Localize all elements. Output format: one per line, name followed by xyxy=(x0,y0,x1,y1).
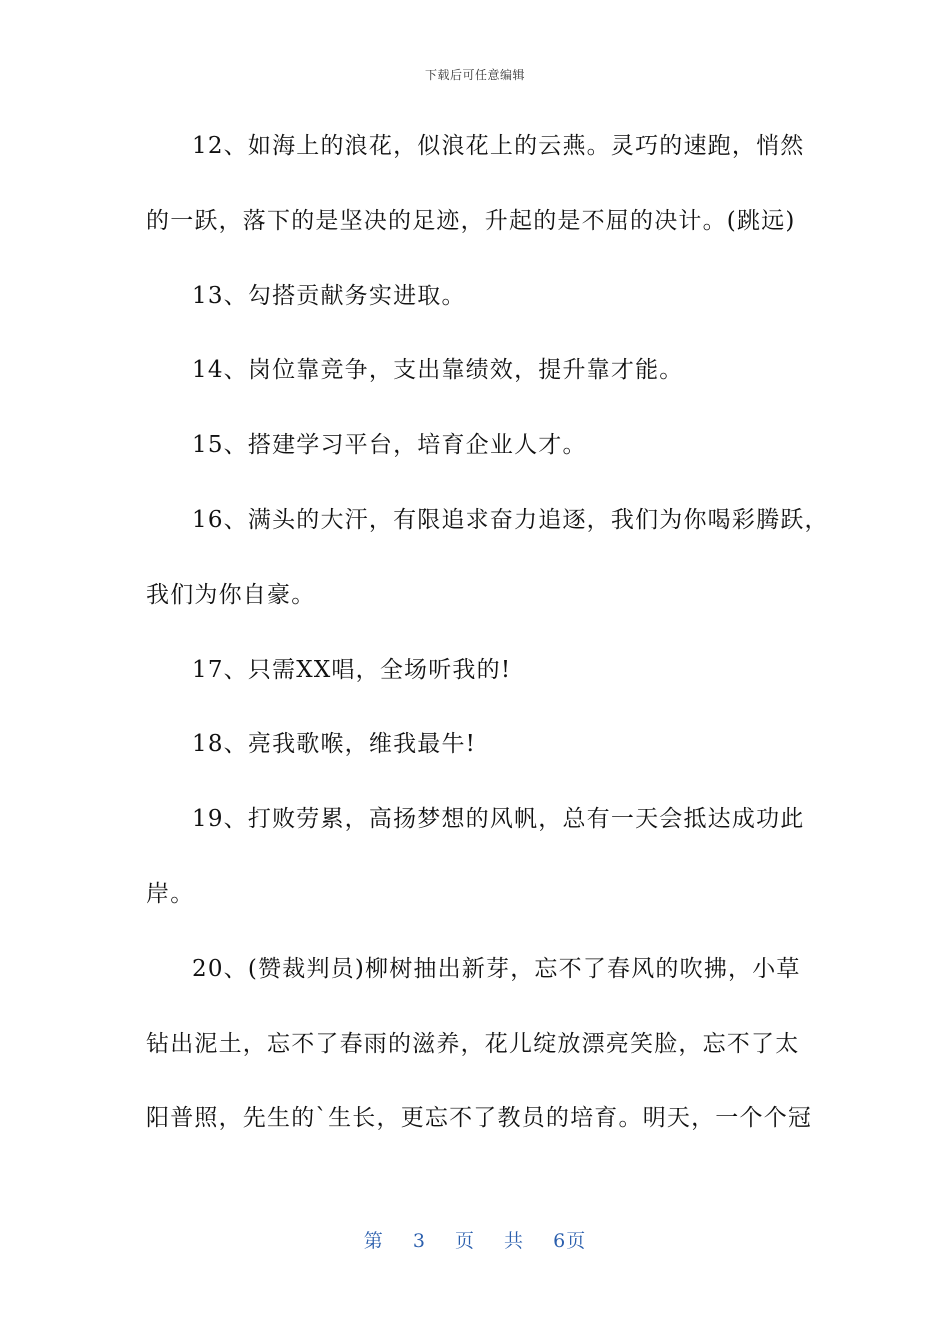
text-line: 19、打败劳累，高扬梦想的风帆，总有一天会抵达成功此 xyxy=(192,806,805,833)
footer-total-pages: 6页 xyxy=(553,1230,587,1252)
text-line: 17、只需XX唱，全场听我的! xyxy=(192,656,512,683)
text-line: 20、(赞裁判员)柳树抽出新芽，忘不了春风的吹拂，小草 xyxy=(192,955,801,982)
footer-current-page: 3 xyxy=(412,1230,426,1252)
text-line: 15、搭建学习平台，培育企业人才。 xyxy=(192,432,587,459)
text-line: 18、亮我歌喉，维我最牛! xyxy=(192,731,477,758)
text-line: 14、岗位靠竞争，支出靠绩效，提升靠才能。 xyxy=(192,357,684,384)
text-line: 16、满头的大汗，有限追求奋力追逐，我们为你喝彩腾跃， xyxy=(192,506,829,533)
footer-label-page: 页 xyxy=(454,1230,475,1252)
document-body xyxy=(146,126,829,1173)
footer-label-total: 共 xyxy=(504,1230,525,1252)
page-header: 下载后可任意编辑 xyxy=(424,68,525,82)
text-line: 的一跃，落下的是坚决的足迹，升起的是不屈的决计。(跳远) xyxy=(146,207,796,234)
text-line: 我们为你自豪。 xyxy=(146,581,316,608)
footer-label-prefix: 第 xyxy=(363,1230,384,1252)
page-footer xyxy=(0,1226,950,1253)
text-line: 13、勾搭贡献务实进取。 xyxy=(192,282,466,309)
text-line: 12、如海上的浪花，似浪花上的云燕。灵巧的速跑，悄然 xyxy=(192,133,805,159)
text-line: 阳普照，先生的`生长，更忘不了教员的培育。明天，一个个冠 xyxy=(146,1105,813,1132)
text-line: 钻出泥土，忘不了春雨的滋养，花儿绽放漂亮笑脸，忘不了太 xyxy=(146,1030,800,1057)
text-line: 岸。 xyxy=(146,880,195,907)
